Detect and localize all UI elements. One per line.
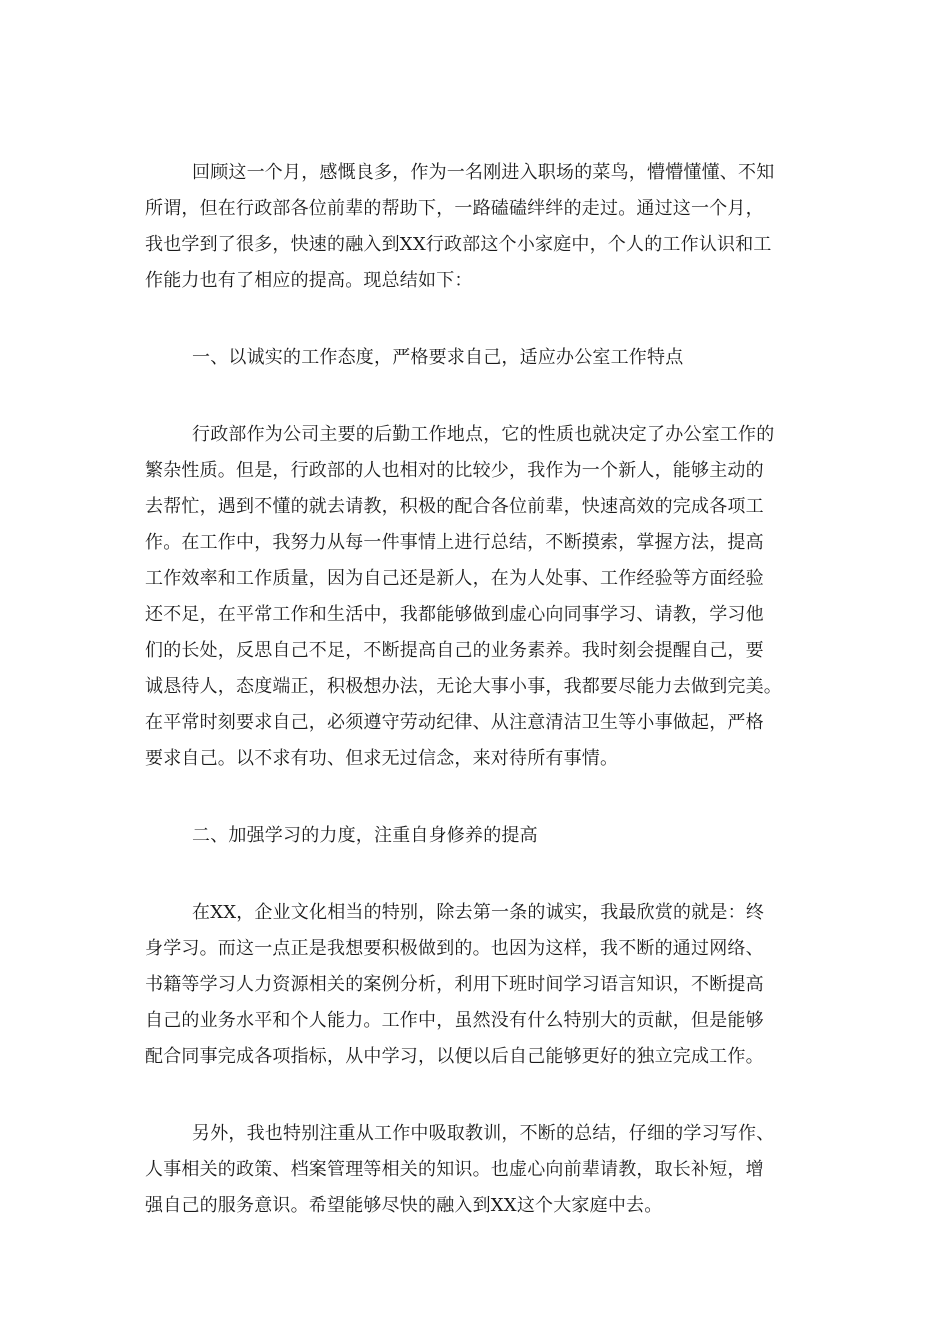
- text-line: 作能力也有了相应的提高。现总结如下：: [145, 270, 473, 291]
- section-heading: 二、加强学习的力度，注重自身修养的提高: [192, 825, 538, 846]
- paragraph-closing: [145, 1116, 805, 1224]
- paragraph-section-1: [145, 417, 805, 777]
- text-line: 回顾这一个月，感慨良多，作为一名刚进入职场的菜鸟，懵懵懂懂、不知: [192, 162, 775, 183]
- section-heading: 一、以诚实的工作态度，严格要求自己，适应办公室工作特点: [192, 347, 684, 368]
- text-line: 自己的业务水平和个人能力。工作中，虽然没有什么特别大的贡献，但是能够: [145, 1010, 764, 1031]
- document-page: [145, 155, 805, 1224]
- text-line: 作。在工作中，我努力从每一件事情上进行总结，不断摸索，掌握方法，提高: [145, 532, 764, 553]
- text-line: 在XX，企业文化相当的特别，除去第一条的诚实，我最欣赏的就是：终: [192, 902, 765, 923]
- text-line: 所谓，但在行政部各位前辈的帮助下，一路磕磕绊绊的走过。通过这一个月，: [145, 198, 764, 219]
- text-line: 还不足，在平常工作和生活中，我都能够做到虚心向同事学习、请教，学习他: [145, 604, 764, 625]
- text-line: 强自己的服务意识。希望能够尽快的融入到XX这个大家庭中去。: [145, 1195, 663, 1216]
- text-line: 行政部作为公司主要的后勤工作地点，它的性质也就决定了办公室工作的: [192, 424, 775, 445]
- text-line: 配合同事完成各项指标，从中学习，以便以后自己能够更好的独立完成工作。: [145, 1046, 764, 1067]
- text-line: 书籍等学习人力资源相关的案例分析，利用下班时间学习语言知识，不断提高: [145, 974, 764, 995]
- text-line: 繁杂性质。但是，行政部的人也相对的比较少，我作为一个新人，能够主动的: [145, 460, 764, 481]
- text-line: 在平常时刻要求自己，必须遵守劳动纪律、从注意清洁卫生等小事做起，严格: [145, 712, 764, 733]
- text-line: 们的长处，反思自己不足，不断提高自己的业务素养。我时刻会提醒自己，要: [145, 640, 764, 661]
- paragraph-intro: [145, 155, 805, 299]
- text-line: 人事相关的政策、档案管理等相关的知识。也虚心向前辈请教，取长补短，增: [145, 1159, 764, 1180]
- text-line: 诚恳待人，态度端正，积极想办法，无论大事小事，我都要尽能力去做到完美。: [145, 676, 782, 697]
- text-line: 要求自己。以不求有功、但求无过信念，来对待所有事情。: [145, 748, 619, 769]
- section-heading-1: [145, 340, 805, 376]
- section-heading-2: [145, 818, 805, 854]
- text-line: 去帮忙，遇到不懂的就去请教，积极的配合各位前辈，快速高效的完成各项工: [145, 496, 764, 517]
- text-line: 工作效率和工作质量，因为自己还是新人，在为人处事、工作经验等方面经验: [145, 568, 764, 589]
- text-line: 身学习。而这一点正是我想要积极做到的。也因为这样，我不断的通过网络、: [145, 938, 764, 959]
- text-line: 我也学到了很多，快速的融入到XX行政部这个小家庭中，个人的工作认识和工: [145, 234, 772, 255]
- paragraph-section-2: [145, 895, 805, 1075]
- text-line: 另外，我也特别注重从工作中吸取教训，不断的总结，仔细的学习写作、: [192, 1123, 775, 1144]
